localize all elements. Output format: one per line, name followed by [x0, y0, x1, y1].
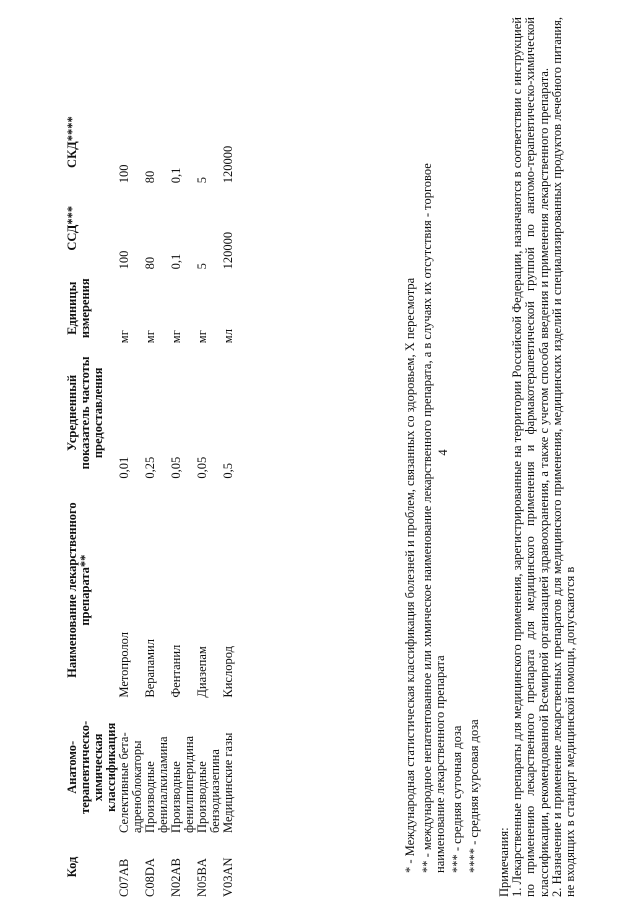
cell-ssd: 120000: [221, 231, 235, 270]
header-atc: Анатомо-терапевтическо-химическая классификация: [65, 720, 118, 814]
cell-frequency: 0,05: [169, 456, 183, 479]
cell-ssd: 5: [195, 263, 209, 270]
cell-name: Метопролол: [117, 631, 131, 698]
cell-skd: 120000: [221, 145, 235, 184]
header-frequency: Усредненный показатель частоты предоставления: [65, 356, 105, 470]
cell-atc: Производные фенилпиперидина: [169, 735, 196, 833]
footnote: * - Международная статистическая классификация болезней и проблем, связанных со здоровьем, X пересмотра: [403, 277, 417, 873]
cell-code: C07AB: [117, 858, 131, 897]
cell-unit: мг: [143, 330, 157, 344]
cell-skd: 0,1: [169, 167, 183, 184]
footnote: ** - международное непатентованное или химическое наименование лекарственного препарата, а в случаях их отсутствия - торговое наименование лекарственного препарата: [420, 163, 447, 873]
table-header-row: [66, 99, 118, 899]
cell-code: N02AB: [169, 858, 183, 897]
header-code: Код: [65, 856, 79, 878]
table-row: [170, 99, 196, 899]
cell-skd: 5: [195, 176, 209, 184]
cell-ssd: 100: [117, 250, 131, 270]
cell-frequency: 0,5: [221, 462, 235, 479]
cell-name: Кислород: [221, 646, 235, 698]
table-footnotes: [404, 113, 485, 873]
cell-skd: 100: [117, 164, 131, 184]
table-row: [118, 99, 144, 899]
cell-ssd: 80: [143, 256, 157, 270]
cell-code: V03AN: [221, 857, 235, 897]
cell-atc: Производные фенилалкиламина: [143, 736, 170, 833]
header-skd: СКД****: [65, 116, 79, 168]
cell-ssd: 0,1: [169, 253, 183, 270]
cell-unit: мг: [195, 330, 209, 344]
cell-name: Верапамил: [143, 639, 157, 698]
table-row: [222, 99, 235, 899]
footnote: **** - средняя курсовая доза: [467, 719, 481, 873]
cell-code: C08DA: [143, 858, 157, 897]
cell-frequency: 0,05: [195, 456, 209, 479]
header-unit: Единицы измерения: [65, 278, 92, 339]
cell-unit: мг: [117, 330, 131, 344]
header-name: Наименование лекарственного препарата**: [65, 502, 92, 678]
cell-name: Диазепам: [195, 646, 209, 698]
cell-atc: Производные бензодиазепина: [195, 749, 222, 833]
drug-standard-table: [66, 99, 235, 899]
table-row: [196, 99, 222, 899]
remarks-section: [498, 17, 577, 897]
page-number: 4: [436, 449, 450, 456]
remarks-title: Примечания:: [497, 827, 511, 897]
cell-code: N05BA: [195, 858, 209, 897]
cell-name: Фентанил: [169, 644, 183, 698]
cell-unit: мл: [221, 329, 235, 344]
remark-item: 2. Назначение и применение лекарственных препаратов для медицинского применения, медицинских изделий и специализированных продуктов лечебного питания, не входящих в стандарт медицинской помощи, допускаются в: [549, 17, 578, 897]
remark-item: 1. Лекарственные препараты для медицинского применения, зарегистрированные на территории Российской Федерации, назначаются в соответствии с инструкцией по применению лекарственного препарата для медицинского применения и фармакотерапевтической группой по анатомо-терапевтическо-химической классификации, рекомендованной Всемирной организацией здравоохранения, а также с учетом способа введения и применения лекарственного препарата.: [510, 17, 551, 897]
cell-frequency: 0,25: [143, 456, 157, 479]
cell-atc: Селективные бета-адреноблокаторы: [117, 732, 144, 833]
cell-atc: Медицинские газы: [221, 732, 235, 833]
table-row: [144, 99, 170, 899]
footnote: *** - средняя суточная доза: [450, 725, 464, 873]
cell-frequency: 0,01: [117, 456, 131, 479]
cell-unit: мг: [169, 330, 183, 344]
header-ssd: ССД***: [65, 205, 79, 251]
cell-skd: 80: [143, 170, 157, 184]
